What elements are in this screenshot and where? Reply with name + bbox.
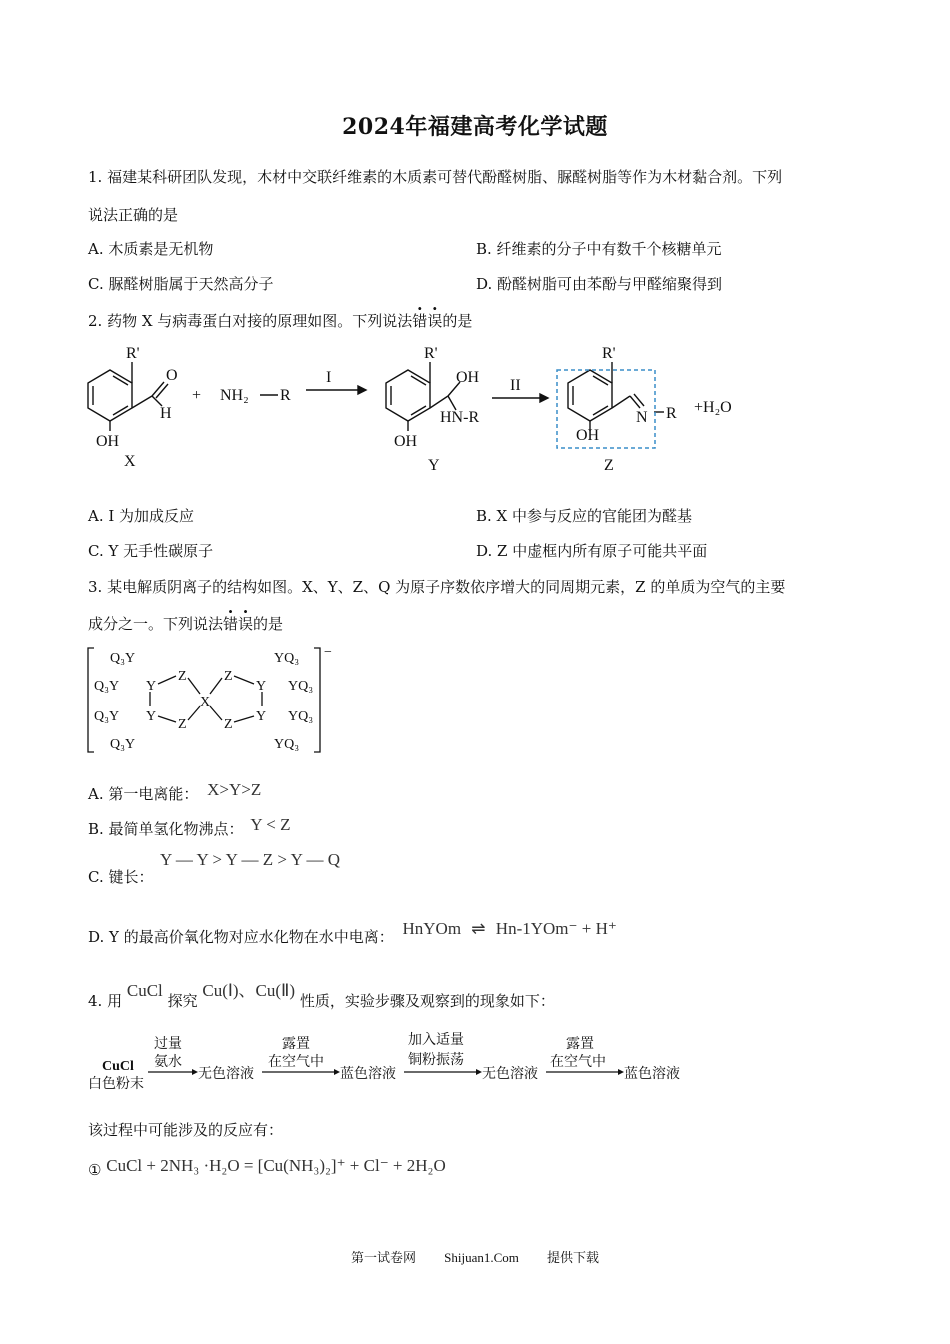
yq3-mid-right-1: YQ₃ [288, 679, 314, 694]
x-aldehyde-o: O [166, 367, 178, 384]
q2-reaction-scheme [80, 340, 780, 480]
q3-option-d-formula [402, 919, 616, 938]
q3-option-c-label: C. 键长： [88, 868, 154, 886]
yq3-bottom-right: YQ₃ [274, 737, 300, 752]
q4-stem-cucl: CuCl [126, 981, 163, 1000]
yq3-mid-right-2: YQ₃ [288, 709, 314, 724]
q4-stem-a: 4. 用 [88, 992, 123, 1010]
q3-option-a-formula: X>Y>Z [207, 780, 262, 799]
q3y-bottom-left: Q₃Y [110, 737, 136, 752]
flow-arrow3-bottom: 铜粉振荡 [408, 1053, 464, 1068]
q3-option-d-rhs: Hn-1YOm⁻ + H⁺ [495, 919, 617, 938]
anion-charge: − [324, 645, 332, 660]
q3-option-b-label: B. 最简单氢化物沸点： [88, 820, 244, 838]
z-r-label: R [666, 405, 677, 422]
y-right-bottom: Y [256, 709, 267, 724]
q1-option-c: C. 脲醛树脂属于天然高分子 [88, 275, 274, 293]
water-product: +H₂O [694, 399, 732, 416]
z-left-top: Z [178, 669, 187, 684]
q2-stem [88, 310, 472, 331]
flow-arrow2-top: 露置 [282, 1037, 310, 1052]
q4-reaction-1 [88, 1156, 446, 1180]
q3-option-d-lhs: HnYOm [402, 919, 462, 938]
flow-arrow1-bottom: 氨水 [154, 1055, 182, 1070]
q2-option-c: C. Y 无手性碳原子 [88, 542, 214, 560]
q3-option-b-formula: Y < Z [250, 815, 291, 834]
y-hn-r-label: HN-R [440, 409, 480, 426]
z-right-bottom: Z [224, 717, 233, 732]
page-footer [0, 1247, 950, 1266]
plus-sign: + [192, 387, 202, 404]
q3-option-d [88, 919, 617, 947]
q3y-mid-left-2: Q₃Y [94, 709, 120, 724]
q2-option-a: A. Ⅰ 为加成反应 [88, 507, 195, 525]
page-title: 2024年福建高考化学试题 [342, 114, 608, 140]
flow-arrow4-top: 露置 [566, 1037, 594, 1052]
z-n-label: N [636, 409, 648, 426]
q1-stem-line1: 1. 福建某科研团队发现，木材中交联纤维素的木质素可替代酚醛树脂、脲醛树脂等作为木材黏合剂。下列 [88, 168, 783, 186]
q3y-top-left: Q₃Y [110, 651, 136, 666]
step-i-label: I [326, 369, 332, 386]
q2-option-d: D. Z 中虚框内所有原子可能共平面 [476, 542, 708, 560]
q4-stem-cu: Cu(Ⅰ)、Cu(Ⅱ) [202, 981, 296, 1000]
flow-result4: 蓝色溶液 [624, 1067, 680, 1082]
q4-experiment-flow [84, 1030, 704, 1094]
q1-stem-line2: 说法正确的是 [88, 206, 179, 224]
q3-stem-pre: 成分之一。下列说法 [88, 615, 224, 633]
q3-stem-post: 的是 [253, 615, 284, 633]
y-oh-label: OH [394, 433, 418, 450]
flow-start-bottom: 白色粉末 [88, 1077, 144, 1092]
reaction-1-equation: CuCl + 2NH₃ ·H₂O = [Cu(NH₃)₂]⁺ + Cl⁻ + 2H₂O [106, 1156, 446, 1175]
q4-stem-c: 性质，实验步骤及观察到的现象如下： [299, 992, 555, 1010]
y-left-top: Y [146, 679, 157, 694]
z-right-top: Z [224, 669, 233, 684]
center-x: X [200, 695, 211, 710]
flow-result1: 无色溶液 [198, 1067, 254, 1082]
z-oh-label: OH [576, 427, 600, 444]
flow-start-top: CuCl [102, 1059, 134, 1074]
q3-option-a [88, 780, 262, 804]
amine-label: NH₂ [220, 387, 249, 404]
y-oh-top-label: OH [456, 369, 480, 386]
y-rprime-label: R' [424, 345, 438, 362]
q3-stem-emphasis-1: 错 [223, 615, 239, 633]
q2-stem-emphasis-1: 错 [412, 312, 428, 330]
q3-option-b [88, 815, 291, 839]
y-left-bottom: Y [146, 709, 157, 724]
z-compound-label: Z [604, 457, 614, 474]
footer-site-en: Shijuan1.Com [444, 1250, 519, 1265]
q3-stem-emphasis-2: 误 [238, 615, 254, 633]
x-aldehyde-h: H [160, 405, 172, 422]
q2-stem-post: 的是 [442, 312, 473, 330]
z-left-bottom: Z [178, 717, 187, 732]
q3-option-c-formula: Y — Y > Y — Z > Y — Q [160, 850, 341, 869]
footer-note: 提供下载 [547, 1251, 600, 1266]
flow-arrow4-bottom: 在空气中 [550, 1055, 606, 1070]
q3-anion-structure [84, 640, 344, 760]
q3-stem-line1: 3. 某电解质阴离子的结构如图。X、Y、Z、Q 为原子序数依序增大的同周期元素，Z 的单质为空气的主要 [88, 578, 786, 596]
q1-option-d: D. 酚醛树脂可由苯酚与甲醛缩聚得到 [476, 275, 723, 293]
q4-stem [88, 981, 555, 1011]
q4-stem-b: 探究 [167, 992, 198, 1010]
x-rprime-label: R' [126, 345, 140, 362]
y-compound-label: Y [428, 457, 440, 474]
q2-stem-pre: 2. 药物 X 与病毒蛋白对接的原理如图。下列说法 [88, 312, 413, 330]
q1-option-b: B. 纤维素的分子中有数千个核糖单元 [476, 240, 722, 258]
flow-arrow3-top: 加入适量 [408, 1033, 464, 1048]
q4-reactions-intro: 该过程中可能涉及的反应有： [88, 1121, 284, 1139]
q2-stem-emphasis-2: 误 [427, 312, 443, 330]
q2-option-b: B. X 中参与反应的官能团为醛基 [476, 507, 693, 525]
flow-arrow1-top: 过量 [154, 1037, 182, 1052]
flow-result3: 无色溶液 [482, 1067, 538, 1082]
equilibrium-arrow: ⇌ [471, 919, 486, 938]
q3-option-d-label: D. Y 的最高价氧化物对应水化物在水中电离： [88, 928, 394, 946]
flow-arrow2-bottom: 在空气中 [268, 1055, 324, 1070]
x-oh-label: OH [96, 433, 120, 450]
q3-option-c-formula-wrap [160, 850, 340, 870]
x-compound-label: X [124, 453, 136, 470]
reaction-1-number: ① [88, 1161, 102, 1179]
footer-site-cn: 第一试卷网 [350, 1251, 416, 1266]
step-ii-label: II [510, 377, 521, 394]
amine-r-label: R [280, 387, 291, 404]
y-right-top: Y [256, 679, 267, 694]
q3-option-a-label: A. 第一电离能： [88, 785, 199, 803]
q3-stem-line2 [88, 613, 283, 634]
q1-option-a: A. 木质素是无机物 [88, 240, 214, 258]
yq3-top-right: YQ₃ [274, 651, 300, 666]
q3-option-c [88, 866, 153, 887]
q3y-mid-left-1: Q₃Y [94, 679, 120, 694]
flow-result2: 蓝色溶液 [340, 1067, 396, 1082]
z-rprime-label: R' [602, 345, 616, 362]
